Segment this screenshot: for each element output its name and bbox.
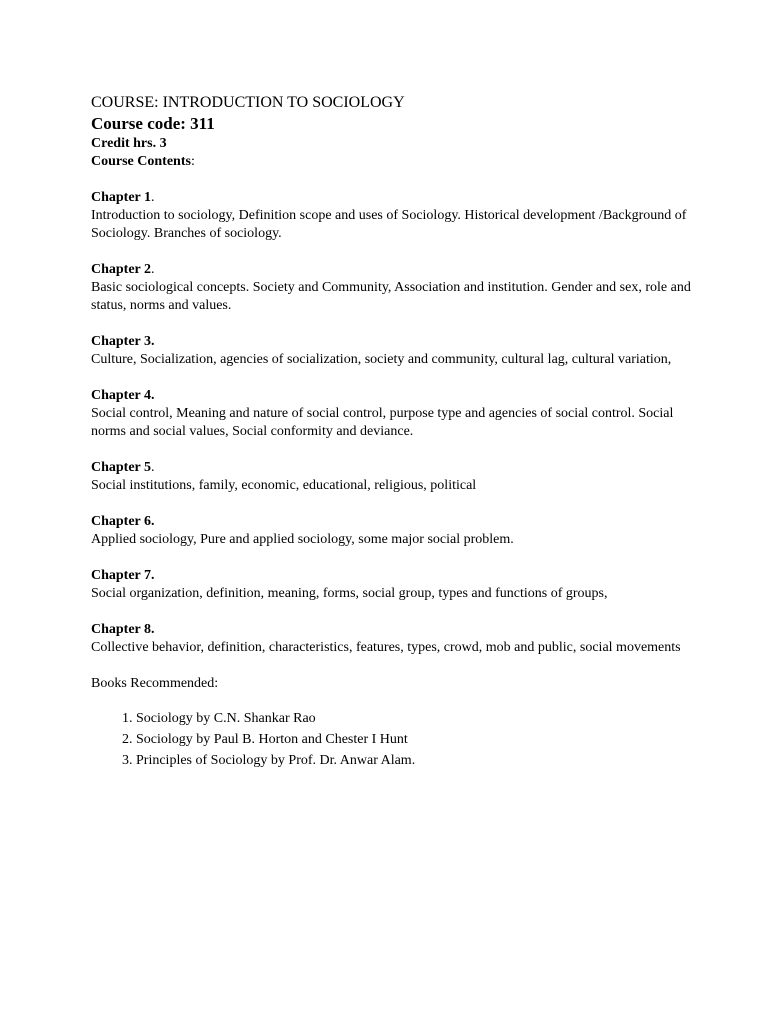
chapter-heading-text: Chapter 3.	[91, 334, 155, 349]
chapter-body: Basic sociological concepts. Society and Community, Association and institution. Gender and sex, role and status, norms and values.	[91, 280, 691, 313]
chapter-heading	[91, 513, 691, 531]
chapter-heading-suffix: .	[151, 262, 155, 277]
chapter-heading-suffix: .	[151, 190, 155, 205]
course-title: COURSE: INTRODUCTION TO SOCIOLOGY	[91, 94, 405, 111]
chapter-heading	[91, 387, 691, 405]
chapter-body: Applied sociology, Pure and applied sociology, some major social problem.	[91, 532, 514, 547]
chapter-heading	[91, 189, 691, 207]
course-contents-label	[91, 153, 691, 171]
credit-hours-text: Credit hrs. 3	[91, 136, 167, 151]
chapter-7	[91, 567, 691, 603]
chapter-heading-text: Chapter 4.	[91, 388, 155, 403]
chapter-3	[91, 333, 691, 369]
chapter-heading	[91, 567, 691, 585]
chapter-heading	[91, 459, 691, 477]
chapter-2	[91, 261, 691, 315]
chapter-6	[91, 513, 691, 549]
book-item: 3. Principles of Sociology by Prof. Dr. Anwar Alam.	[136, 750, 691, 771]
chapter-heading-text: Chapter 7.	[91, 568, 155, 583]
document-page	[91, 93, 691, 771]
chapter-heading-text: Chapter 2	[91, 262, 152, 277]
book-item: 1. Sociology by C.N. Shankar Rao	[136, 708, 691, 729]
course-contents-colon: :	[190, 154, 195, 169]
chapter-body: Social organization, definition, meaning, forms, social group, types and functions of groups,	[91, 586, 608, 601]
course-code: Course code: 311	[91, 114, 215, 133]
chapter-heading	[91, 261, 691, 279]
chapter-body: Culture, Socialization, agencies of socialization, society and community, cultural lag, cultural variation,	[91, 352, 672, 367]
chapter-heading-text: Chapter 6.	[91, 514, 155, 529]
chapter-heading-text: Chapter 5	[91, 460, 152, 475]
chapter-heading	[91, 621, 691, 639]
chapter-heading-suffix: .	[151, 460, 155, 475]
chapter-1	[91, 189, 691, 243]
chapter-list	[91, 189, 691, 657]
chapter-heading-text: Chapter 8.	[91, 622, 155, 637]
chapter-heading-text: Chapter 1	[91, 190, 152, 205]
chapter-8	[91, 621, 691, 657]
chapter-body: Introduction to sociology, Definition scope and uses of Sociology. Historical development /Background of Sociology. Branches of sociology.	[91, 208, 687, 241]
chapter-heading	[91, 333, 691, 351]
credit-hours	[91, 135, 691, 153]
chapter-body: Social institutions, family, economic, educational, religious, political	[91, 478, 477, 493]
chapter-4	[91, 387, 691, 441]
chapter-5	[91, 459, 691, 495]
course-contents-text: Course Contents	[91, 154, 191, 169]
chapter-body: Collective behavior, definition, characteristics, features, types, crowd, mob and public, social movements	[91, 640, 681, 655]
books-recommended-heading: Books Recommended:	[91, 676, 219, 691]
book-item: 2. Sociology by Paul B. Horton and Chester I Hunt	[136, 729, 691, 750]
chapter-body: Social control, Meaning and nature of social control, purpose type and agencies of social control. Social norms and social values, Social conformity and deviance.	[91, 406, 674, 439]
books-list	[91, 708, 691, 771]
